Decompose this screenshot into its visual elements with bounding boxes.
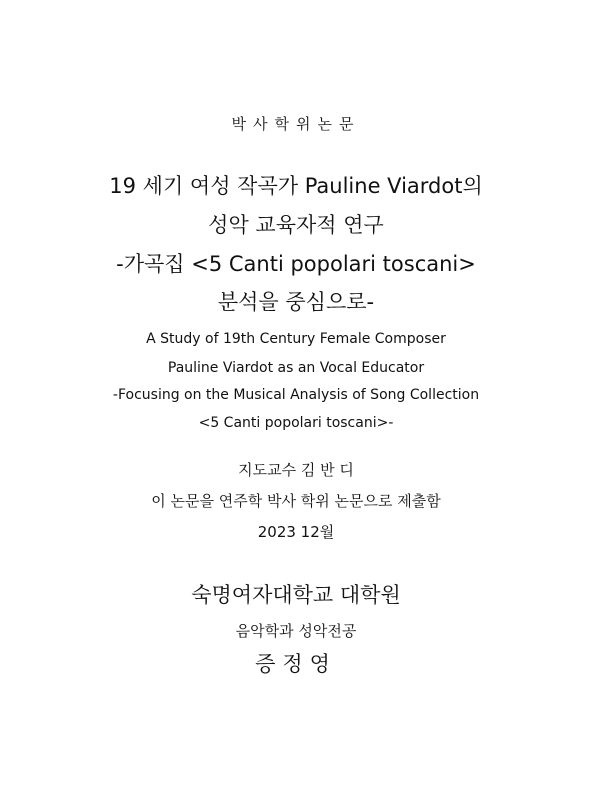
english-title-line-1: A Study of 19th Century Female Composer bbox=[146, 331, 446, 347]
submission-statement: 이 논문을 연주학 박사 학위 논문으로 제출함 bbox=[151, 492, 441, 510]
advisor-line: 지도교수 김 반 디 bbox=[238, 461, 354, 479]
degree-label: 박사학위논문 bbox=[231, 115, 361, 133]
english-title-line-2: Pauline Viardot as an Vocal Educator bbox=[167, 360, 425, 376]
english-title-line-3: -Focusing on the Musical Analysis of Song Collection bbox=[112, 387, 480, 403]
department-major: 음악학과 성악전공 bbox=[235, 622, 357, 640]
submission-date: 2023 12월 bbox=[257, 523, 335, 541]
korean-title-line-1: 19 세기 여성 작곡가 Pauline Viardot의 bbox=[109, 174, 483, 198]
korean-title-line-4: 분석을 중심으로- bbox=[217, 290, 375, 314]
korean-title-line-2: 성악 교육자적 연구 bbox=[208, 213, 384, 237]
author-name: 증정영 bbox=[255, 652, 337, 676]
english-title-line-4: <5 Canti popolari toscani>- bbox=[198, 415, 394, 431]
university-name: 숙명여자대학교 대학원 bbox=[191, 583, 401, 607]
korean-title-line-3: -가곡집 <5 Canti popolari toscani> bbox=[116, 252, 476, 276]
